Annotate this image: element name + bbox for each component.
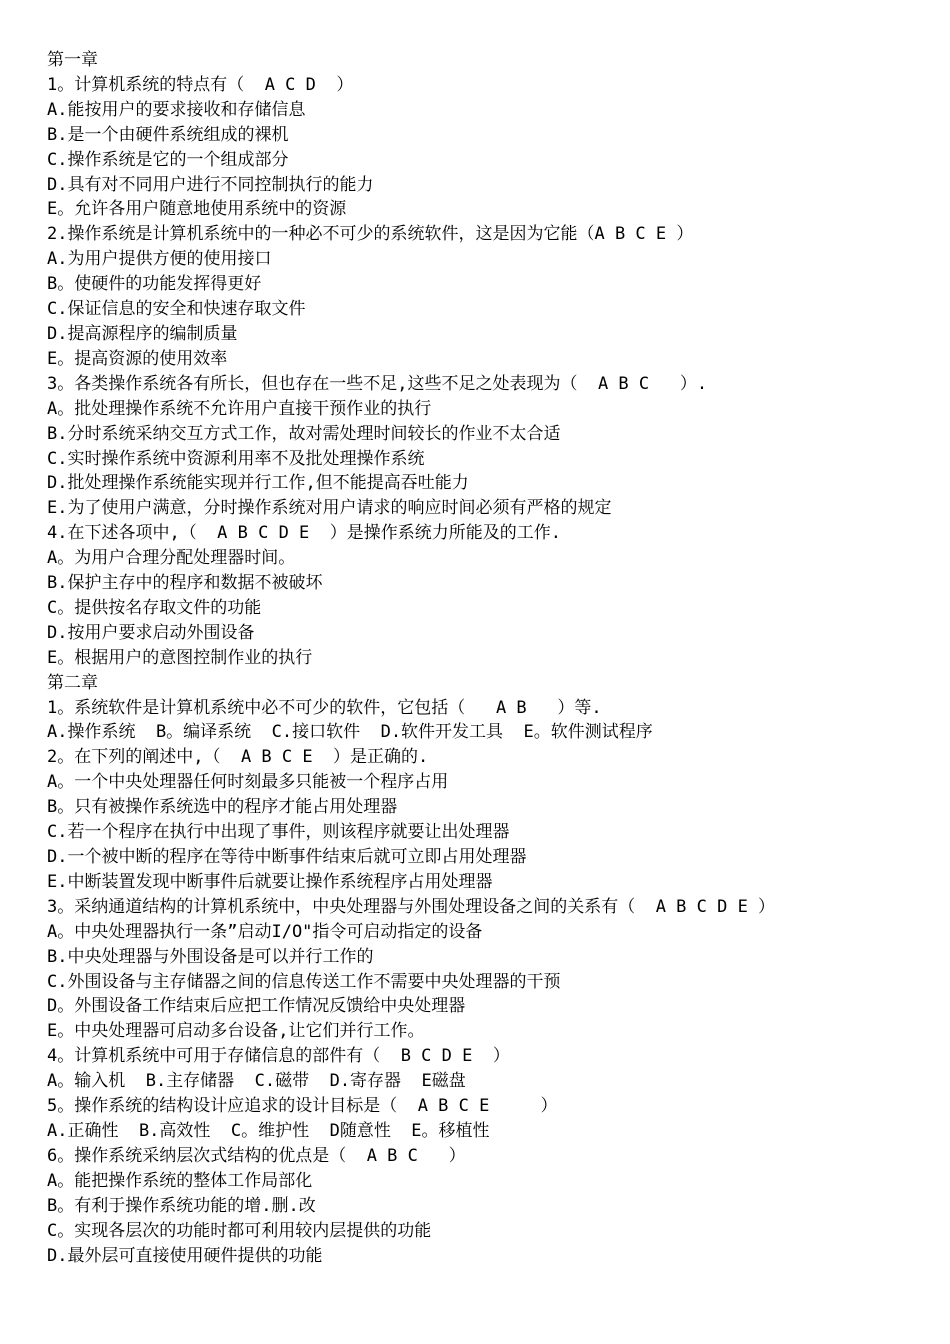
text-line: 4。计算机系统中可用于存储信息的部件有（ B C D E ） [47,1046,510,1067]
text-line: C.保证信息的安全和快速存取文件 [47,299,306,320]
text-line: C.若一个程序在执行中出现了事件，则该程序就要让出处理器 [47,822,510,843]
text-line: C.外围设备与主存储器之间的信息传送工作不需要中央处理器的干预 [47,971,561,992]
text-line: 1。计算机系统的特点有（ A C D ） [47,74,354,95]
text-line: B。使硬件的功能发挥得更好 [47,274,262,295]
text-line: A。批处理操作系统不允许用户直接干预作业的执行 [47,398,432,419]
text-line: 6。操作系统采纳层次式结构的优点是（ A B C ） [47,1145,466,1166]
text-line: E。提高资源的使用效率 [47,348,228,369]
text-line: A。中央处理器执行一条”启动I/O"指令可启动指定的设备 [47,921,483,942]
text-line: E。中央处理器可启动多台设备,让它们并行工作。 [47,1021,425,1042]
text-line: 5。操作系统的结构设计应追求的设计目标是（ A B C E ） [47,1096,558,1117]
text-line: D.具有对不同用户进行不同控制执行的能力 [47,174,374,195]
text-line: 3。各类操作系统各有所长，但也存在一些不足,这些不足之处表现为（ A B C ）. [47,373,708,394]
text-line: A。输入机 B.主存储器 C.磁带 D.寄存器 E磁盘 [47,1071,466,1092]
chapter-heading: 第二章 [47,672,98,693]
text-line: D.最外层可直接使用硬件提供的功能 [47,1245,323,1266]
text-line: D.一个被中断的程序在等待中断事件结束后就可立即占用处理器 [47,847,527,867]
text-line: C.实时操作系统中资源利用率不及批处理操作系统 [47,448,425,469]
text-line: 2.操作系统是计算机系统中的一种必不可少的系统软件，这是因为它能（A B C E ） [47,224,694,245]
text-line: B.分时系统采纳交互方式工作，故对需处理时间较长的作业不太合适 [47,423,561,444]
text-line: B。有利于操作系统功能的增.删.改 [47,1195,316,1216]
text-line: D.批处理操作系统能实现并行工作,但不能提高吞吐能力 [47,473,469,494]
text-line: C。实现各层次的功能时都可利用较内层提供的功能 [47,1220,432,1241]
text-line: D.按用户要求启动外围设备 [47,622,255,643]
text-line: A.正确性 B.高效性 C。维护性 D随意性 E。移植性 [47,1120,490,1141]
text-line: E。允许各用户随意地使用系统中的资源 [47,199,347,220]
text-line: E.为了使用户满意，分时操作系统对用户请求的响应时间必须有严格的规定 [47,498,612,519]
text-line: B.保护主存中的程序和数据不被破坏 [47,573,323,594]
text-line: A。为用户合理分配处理器时间。 [47,548,296,569]
text-line: 3。采纳通道结构的计算机系统中，中央处理器与外围处理设备之间的关系有（ A B C D E ） [47,896,776,917]
text-line: A.能按用户的要求接收和存储信息 [47,99,306,120]
text-line: A.为用户提供方便的使用接口 [47,249,272,270]
text-line: C。提供按名存取文件的功能 [47,597,262,618]
text-line: D。外围设备工作结束后应把工作情况反馈给中央处理器 [47,996,466,1017]
text-line: E。根据用户的意图控制作业的执行 [47,647,313,668]
text-line: A。能把操作系统的整体工作局部化 [47,1170,313,1191]
text-line: A。一个中央处理器任何时刻最多只能被一个程序占用 [47,772,449,793]
text-line: E.中断装置发现中断事件后就要让操作系统程序占用处理器 [47,871,493,892]
text-line: 4.在下述各项中,（ A B C D E ）是操作系统力所能及的工作. [47,523,561,544]
text-line: C.操作系统是它的一个组成部分 [47,149,289,170]
text-line: B.是一个由硬件系统组成的裸机 [47,124,289,145]
chapter-heading: 第一章 [47,50,98,70]
text-line: 2。在下列的阐述中,（ A B C E ）是正确的. [47,747,429,768]
text-line: A.操作系统 B。编译系统 C.接口软件 D.软件开发工具 E。软件测试程序 [47,722,653,743]
text-line: 1。系统软件是计算机系统中必不可少的软件，它包括（ A B ）等. [47,697,602,718]
text-line: D.提高源程序的编制质量 [47,323,238,344]
text-line: B.中央处理器与外围设备是可以并行工作的 [47,946,374,967]
text-line: B。只有被操作系统选中的程序才能占用处理器 [47,797,398,818]
